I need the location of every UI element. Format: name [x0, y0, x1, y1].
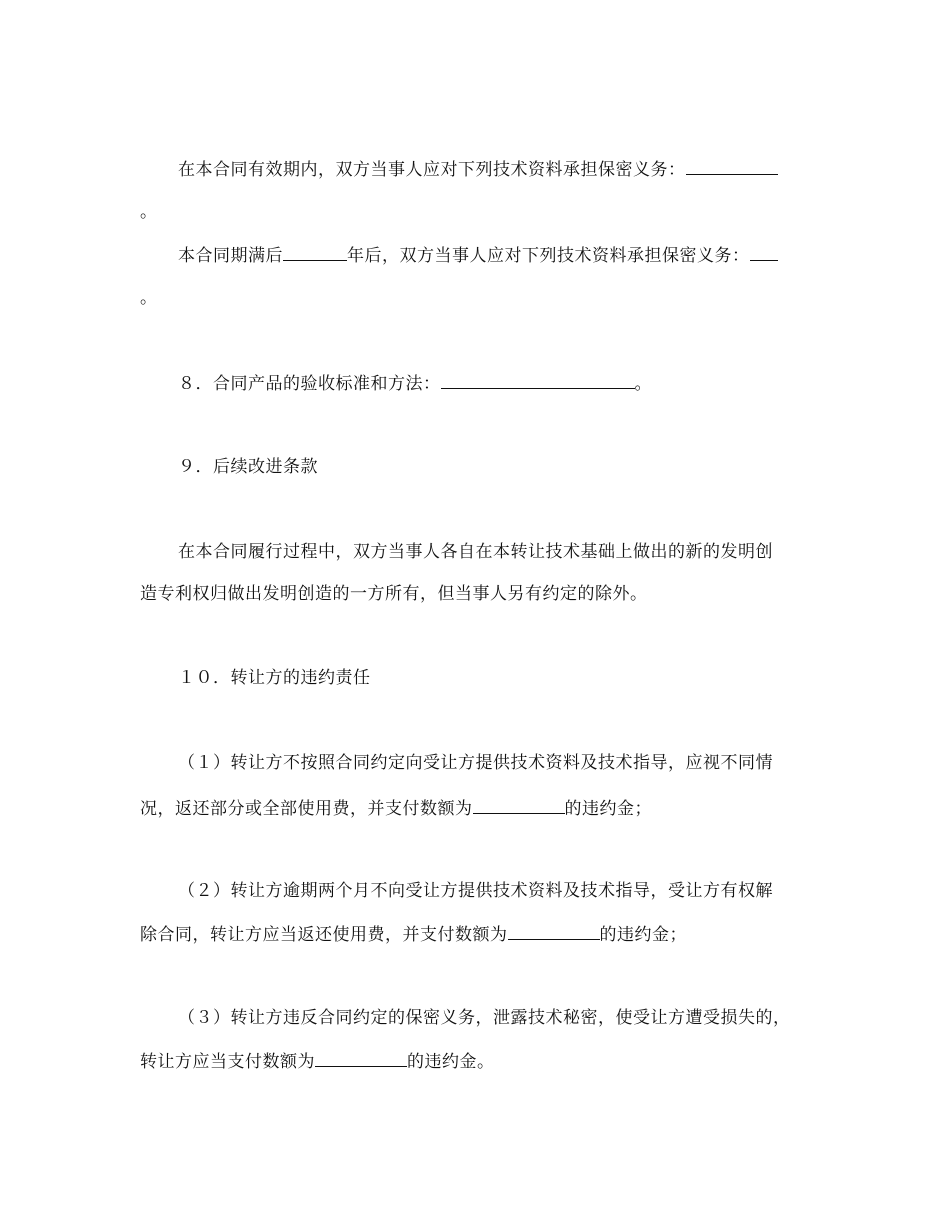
blank-field: [441, 370, 635, 389]
item-10-clause-1-line-2: [140, 795, 820, 821]
blank-field: [315, 1048, 407, 1067]
blank-field: [508, 921, 600, 940]
item-9-body-line-1: 在本合同履行过程中，双方当事人各自在本转让技术基础上做出的新的发明创: [178, 542, 773, 562]
item-9-body-line-2: 造专利权归做出发明创造的一方所有，但当事人另有约定的除外。: [140, 584, 648, 604]
item-10-heading: １０．转让方的违约责任: [178, 668, 371, 688]
confidentiality-clause-1-text: 在本合同有效期内，双方当事人应对下列技术资料承担保密义务：: [178, 160, 686, 180]
blank-field: [750, 242, 778, 261]
clause-3-text-b: 的违约金。: [407, 1052, 495, 1072]
confidentiality-clause-2: [178, 242, 818, 268]
item-10-clause-3-line-1: （３）转让方违反合同约定的保密义务，泄露技术秘密，使受让方遭受损失的，: [178, 1008, 791, 1028]
item-10-clause-2-line-2: [140, 921, 820, 947]
confidentiality-clause-2-text-a: 本合同期满后: [178, 246, 283, 266]
item-10-clause-2-line-1: （２）转让方逾期两个月不向受让方提供技术资料及技术指导，受让方有权解: [178, 881, 773, 901]
item-10-clause-3-line-2: [140, 1048, 820, 1074]
confidentiality-clause-2-text-b: 年后，双方当事人应对下列技术资料承担保密义务：: [347, 246, 750, 266]
item-8-label: ８．合同产品的验收标准和方法：: [178, 374, 441, 394]
blank-field: [283, 242, 347, 261]
clause-2-text-b: 的违约金；: [599, 925, 687, 945]
confidentiality-clause-1: [178, 156, 818, 182]
clause-2-text-a: 除合同，转让方应当返还使用费，并支付数额为: [140, 925, 508, 945]
clause-1-text-b: 的违约金；: [564, 799, 652, 819]
clause-1-text-a: 况，返还部分或全部使用费，并支付数额为: [140, 799, 473, 819]
item-8-acceptance-standard: [178, 370, 818, 396]
confidentiality-clause-1-end: 。: [140, 202, 157, 222]
item-9-heading: ９．后续改进条款: [178, 457, 318, 477]
item-8-end: 。: [634, 374, 652, 394]
blank-field: [473, 795, 565, 814]
confidentiality-clause-2-end: 。: [140, 288, 157, 308]
item-10-clause-1-line-1: （１）转让方不按照合同约定向受让方提供技术资料及技术指导，应视不同情: [178, 753, 773, 773]
clause-3-text-a: 转让方应当支付数额为: [140, 1052, 315, 1072]
blank-field: [686, 156, 778, 175]
